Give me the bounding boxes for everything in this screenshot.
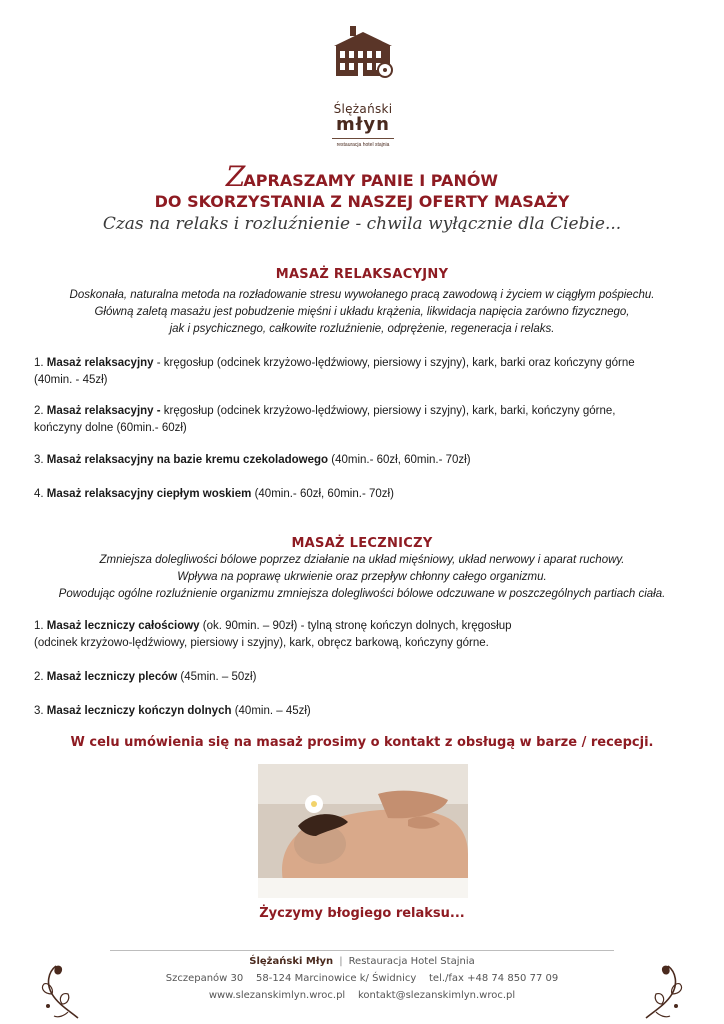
item-name: Masaż relaksacyjny - — [46, 405, 161, 417]
closing-wish: Życzymy błogiego relaksu... — [259, 906, 465, 921]
section-intro-relax — [0, 287, 724, 338]
footer-address-line — [0, 973, 724, 984]
contact-call-to-action: W celu umówienia się na masaż prosimy o kontakt z obsługą w barze / recepcji. — [70, 735, 654, 750]
list-item — [34, 618, 694, 652]
list-item — [34, 486, 694, 503]
footer-website-link[interactable]: www.slezanskimlyn.wroc.pl — [208, 990, 346, 1001]
item-desc: kręgosłup (odcinek krzyżowo-lędźwiowy, piersiowy i szyjny), kark, barki, kończyny górne, — [160, 405, 616, 417]
item-desc-cont: (odcinek krzyżowo-lędźwiowy, piersiowy i szyjny), kark, obręcz barkową, kończyny górne. — [34, 637, 489, 649]
item-number: 2. — [34, 405, 44, 417]
section-title-relax: MASAŻ RELAKSACYJNY — [275, 267, 449, 282]
floral-ornament-left-icon — [38, 960, 84, 1020]
massage-photo — [258, 764, 468, 898]
item-number: 4. — [34, 488, 44, 500]
item-desc: (ok. 90min. – 90zł) - tylną stronę kończyn dolnych, kręgosłup — [199, 620, 512, 632]
footer-phone: tel./fax +48 74 850 77 09 — [429, 973, 559, 984]
title-initial: Z — [225, 160, 246, 193]
footer-contact-line — [0, 990, 724, 1001]
footer-address: Szczepanów 30 — [165, 973, 244, 984]
list-item — [34, 403, 694, 437]
logo-divider — [332, 138, 394, 139]
intro-line: jak i psychicznego, całkowite rozluźnienie, odprężenie, regeneracja i relaks. — [169, 323, 555, 335]
item-number: 1. — [34, 357, 44, 369]
intro-line: Główną zaletą masażu jest pobudzenie mięśni i układu krążenia, likwidacja napięcia zarówno fizycznego, — [94, 306, 630, 318]
intro-line: Wpływa na poprawę ukrwienie oraz przepływ chłonny całego organizmu. — [177, 571, 547, 583]
floral-ornament-right-icon — [640, 960, 686, 1020]
item-number: 3. — [34, 705, 44, 717]
item-name: Masaż relaksacyjny — [46, 357, 154, 369]
section-intro-heal — [0, 552, 724, 603]
list-item — [34, 355, 694, 389]
item-desc: - kręgosłup (odcinek krzyżowo-lędźwiowy, piersiowy i szyjny), kark, barki oraz kończyny górne — [153, 357, 635, 369]
footer-email-link[interactable]: kontakt@slezanskimlyn.wroc.pl — [357, 990, 516, 1001]
item-desc: (40min.- 60zł, 60min.- 70zł) — [328, 454, 471, 466]
item-desc: (40min. – 45zł) — [231, 705, 311, 717]
intro-line: Doskonała, naturalna metoda na rozładowanie stresu wywołanego pracą zawodową i życiem w ciągłym pośpiechu. — [69, 289, 655, 301]
footer-divider — [110, 950, 614, 951]
item-desc: (45min. – 50zł) — [177, 671, 257, 683]
list-item — [34, 452, 694, 469]
item-number: 3. — [34, 454, 44, 466]
item-number: 1. — [34, 620, 44, 632]
logo-line2: młyn — [336, 114, 390, 135]
item-name: Masaż leczniczy kończyn dolnych — [46, 705, 232, 717]
mill-building-icon — [330, 24, 396, 80]
item-desc-cont: (40min. - 45zł) — [34, 374, 108, 386]
tagline: Czas na relaks i rozluźnienie - chwila wyłącznie dla Ciebie... — [102, 214, 622, 234]
footer-name: Ślężański Młyn — [249, 956, 334, 967]
section-title-heal: MASAŻ LECZNICZY — [291, 536, 433, 551]
list-item — [34, 669, 694, 686]
title-rest: APRASZAMY PANIE I PANÓW — [243, 171, 499, 190]
item-number: 2. — [34, 671, 44, 683]
intro-line: Powodując ogólne rozluźnienie organizmu zmniejsza dolegliwości bólowe odczuwane w poszczególnych partiach ciała. — [58, 588, 666, 600]
item-desc-cont: kończyny dolne (60min.- 60zł) — [34, 422, 187, 434]
page-subtitle: DO SKORZYSTANIA Z NASZEJ OFERTY MASAŻY — [154, 192, 570, 211]
footer-separator: | — [339, 956, 343, 967]
logo — [318, 14, 408, 148]
intro-line: Zmniejsza dolegliwości bólowe poprzez działanie na układ mięśniowy, układ nerwowy i aparat ruchowy. — [99, 554, 625, 566]
logo-subtitle: restauracja hotel stajnia — [336, 142, 390, 148]
footer-city: 58-124 Marcinowice k/ Świdnicy — [255, 973, 417, 984]
footer-tagline: Restauracja Hotel Stajnia — [348, 956, 475, 967]
logo-line1: Ślężański — [333, 102, 393, 116]
item-name: Masaż relaksacyjny ciepłym woskiem — [46, 488, 252, 500]
item-name: Masaż leczniczy pleców — [46, 671, 178, 683]
page-title — [0, 160, 724, 193]
item-name: Masaż leczniczy całościowy — [46, 620, 200, 632]
item-desc: (40min.- 60zł, 60min.- 70zł) — [251, 488, 394, 500]
massage-illustration — [258, 764, 468, 898]
item-name: Masaż relaksacyjny na bazie kremu czekoladowego — [46, 454, 329, 466]
footer-brand-line — [0, 956, 724, 967]
list-item — [34, 703, 694, 720]
